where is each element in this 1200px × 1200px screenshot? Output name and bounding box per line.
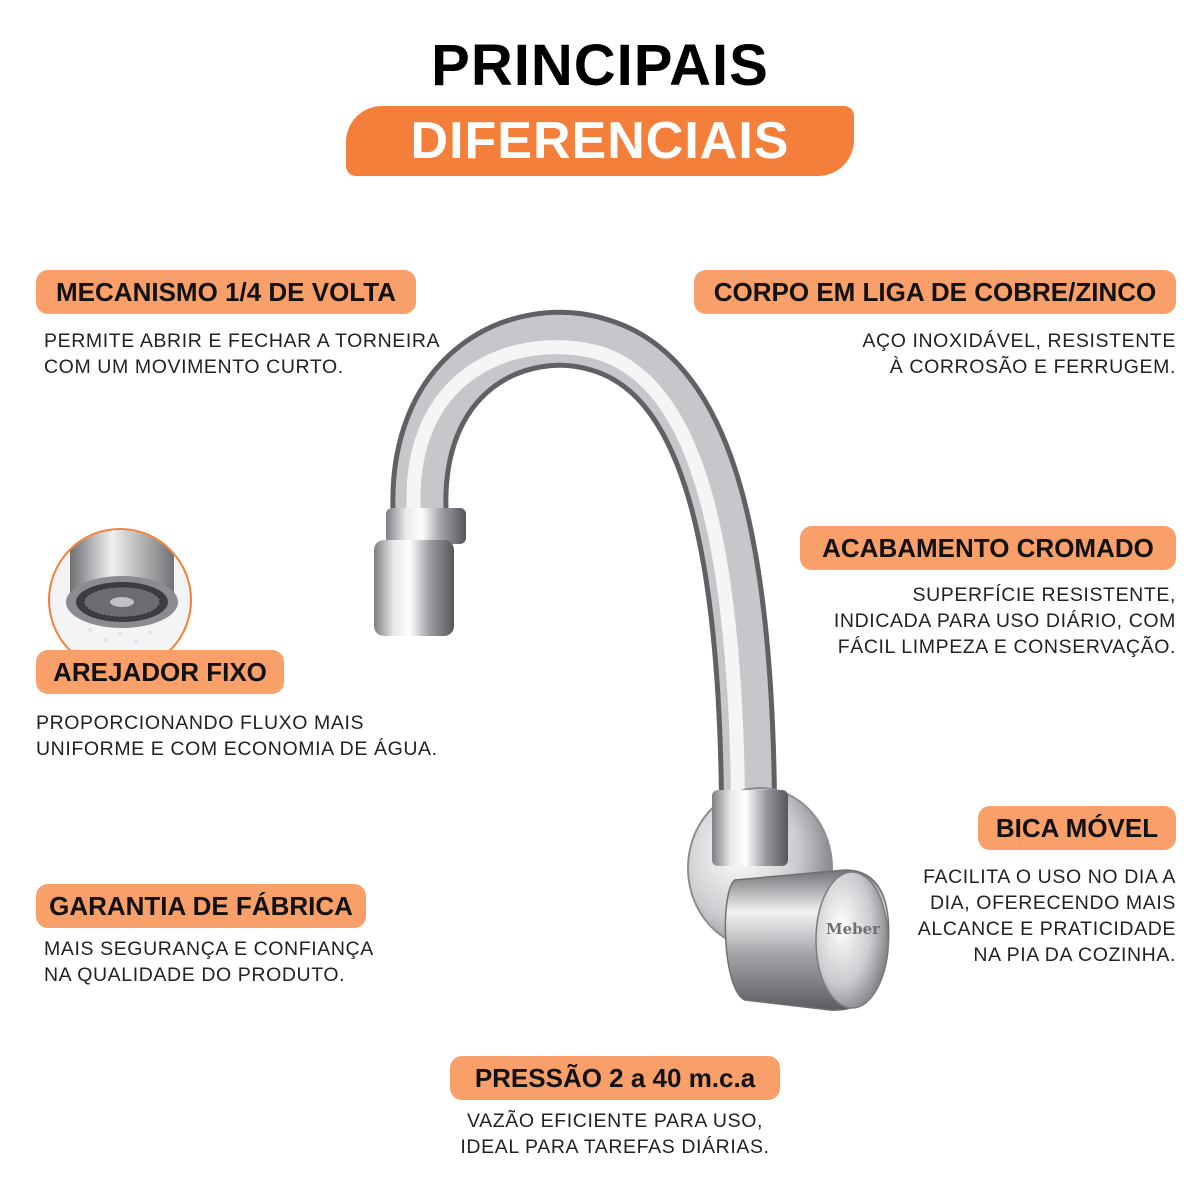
desc-garantia: [44, 936, 374, 988]
desc-arejador-line: PROPORCIONANDO FLUXO MAIS: [36, 712, 365, 734]
desc-pressao-line: VAZÃO EFICIENTE PARA USO,: [467, 1110, 763, 1132]
badge-pressao: PRESSÃO 2 a 40 m.c.a: [450, 1056, 780, 1100]
desc-corpo-line: AÇO INOXIDÁVEL, RESISTENTE: [862, 330, 1176, 352]
desc-garantia-line: MAIS SEGURANÇA E CONFIANÇA: [44, 938, 374, 960]
desc-mecanismo: [44, 328, 440, 380]
badge-arejador: AREJADOR FIXO: [36, 650, 284, 694]
desc-corpo-line: À CORROSÃO E FERRUGEM.: [889, 356, 1176, 378]
desc-bica: [918, 864, 1176, 968]
desc-garantia-line: NA QUALIDADE DO PRODUTO.: [44, 964, 346, 986]
desc-acabamento: [834, 582, 1176, 660]
desc-acabamento-line: INDICADA PARA USO DIÁRIO, COM: [833, 610, 1176, 632]
desc-corpo: [862, 328, 1176, 380]
desc-bica-line: ALCANCE E PRATICIDADE: [917, 918, 1176, 940]
desc-bica-line: DIA, OFERECENDO MAIS: [929, 892, 1176, 914]
desc-acabamento-line: FÁCIL LIMPEZA E CONSERVAÇÃO.: [837, 636, 1176, 658]
badge-garantia: GARANTIA DE FÁBRICA: [36, 884, 366, 928]
desc-arejador: [36, 710, 438, 762]
desc-mecanismo-line: PERMITE ABRIR E FECHAR A TORNEIRA: [44, 330, 441, 352]
page-subtitle: DIFERENCIAIS: [410, 112, 790, 170]
desc-arejador-line: UNIFORME E COM ECONOMIA DE ÁGUA.: [36, 738, 438, 760]
desc-acabamento-line: SUPERFÍCIE RESISTENTE,: [912, 584, 1176, 606]
badge-bica: BICA MÓVEL: [978, 806, 1176, 850]
brand-logo: Meber: [826, 920, 881, 938]
desc-pressao-line: IDEAL PARA TAREFAS DIÁRIAS.: [460, 1136, 770, 1158]
desc-mecanismo-line: COM UM MOVIMENTO CURTO.: [44, 356, 344, 378]
badge-mecanismo: MECANISMO 1/4 DE VOLTA: [36, 270, 416, 314]
badge-corpo: CORPO EM LIGA DE COBRE/ZINCO: [694, 270, 1176, 314]
desc-pressao: [400, 1108, 830, 1160]
desc-bica-line: NA PIA DA COZINHA.: [973, 944, 1176, 966]
desc-bica-line: FACILITA O USO NO DIA A: [923, 866, 1176, 888]
badge-acabamento: ACABAMENTO CROMADO: [800, 526, 1176, 570]
page-title: PRINCIPAIS: [431, 33, 769, 98]
